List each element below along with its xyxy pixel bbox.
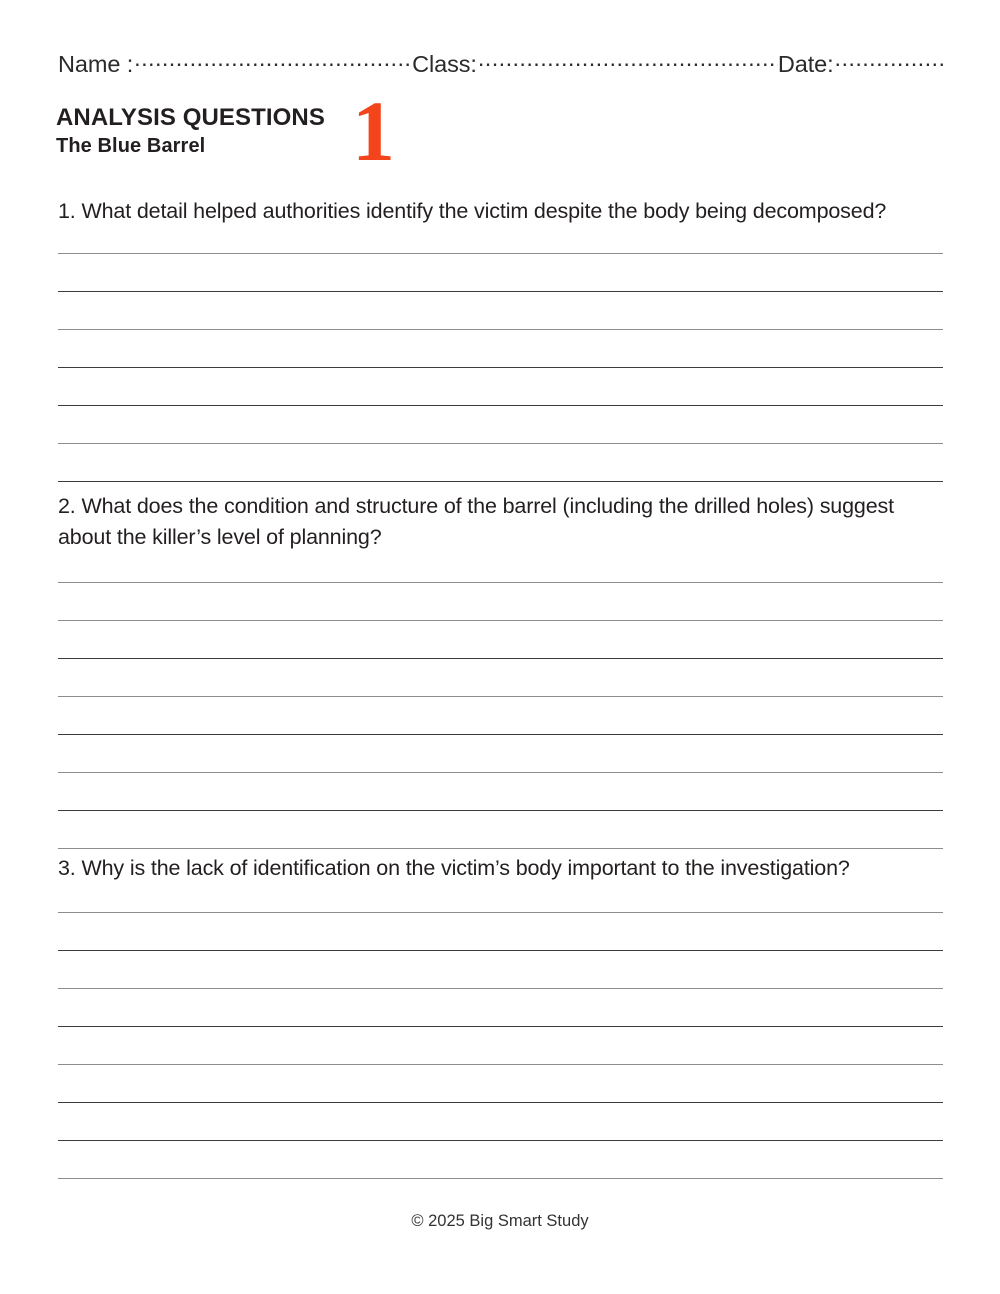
answer-line[interactable] <box>58 951 943 989</box>
answer-line[interactable] <box>58 735 943 773</box>
answer-line[interactable] <box>58 697 943 735</box>
answer-line[interactable] <box>58 583 943 621</box>
answer-line[interactable] <box>58 368 943 406</box>
answer-line[interactable] <box>58 1065 943 1103</box>
answer-line[interactable] <box>58 875 943 913</box>
question-3-text: 3. Why is the lack of identification on the victim’s body important to the investigation? <box>58 856 850 880</box>
answer-lines-1[interactable] <box>58 216 943 482</box>
answer-line[interactable] <box>58 659 943 697</box>
answer-line[interactable] <box>58 216 943 254</box>
answer-lines-2[interactable] <box>58 545 943 849</box>
name-fill-line[interactable] <box>134 48 412 72</box>
page-title: ANALYSIS QUESTIONS <box>56 104 325 131</box>
answer-line[interactable] <box>58 773 943 811</box>
answer-line[interactable] <box>58 292 943 330</box>
page-subtitle: The Blue Barrel <box>56 135 206 158</box>
class-label: Class: <box>412 50 477 77</box>
answer-line[interactable] <box>58 1103 943 1141</box>
answer-line[interactable] <box>58 444 943 482</box>
date-label: Date: <box>777 50 834 77</box>
name-label: Name : <box>58 50 134 77</box>
answer-line[interactable] <box>58 913 943 951</box>
answer-line[interactable] <box>58 254 943 292</box>
question-2-text: 2. What does the condition and structure of the barrel (including the drilled holes) suggest about the killer’s level of planning? <box>58 494 894 549</box>
footer-copyright: © 2025 Big Smart Study <box>411 1212 589 1230</box>
answer-line[interactable] <box>58 330 943 368</box>
date-fill-line[interactable] <box>835 48 943 72</box>
worksheet-number: 1 <box>352 83 393 179</box>
answer-line[interactable] <box>58 989 943 1027</box>
question-1-text: 1. What detail helped authorities identify the victim despite the body being decomposed? <box>58 199 887 223</box>
worksheet-title-block <box>56 104 556 159</box>
student-info-row <box>58 48 943 82</box>
answer-line[interactable] <box>58 545 943 583</box>
question-2 <box>58 491 948 553</box>
answer-line[interactable] <box>58 1141 943 1179</box>
class-fill-line[interactable] <box>478 48 778 72</box>
answer-line[interactable] <box>58 406 943 444</box>
answer-line[interactable] <box>58 1027 943 1065</box>
answer-line[interactable] <box>58 811 943 849</box>
answer-line[interactable] <box>58 621 943 659</box>
answer-lines-3[interactable] <box>58 875 943 1179</box>
